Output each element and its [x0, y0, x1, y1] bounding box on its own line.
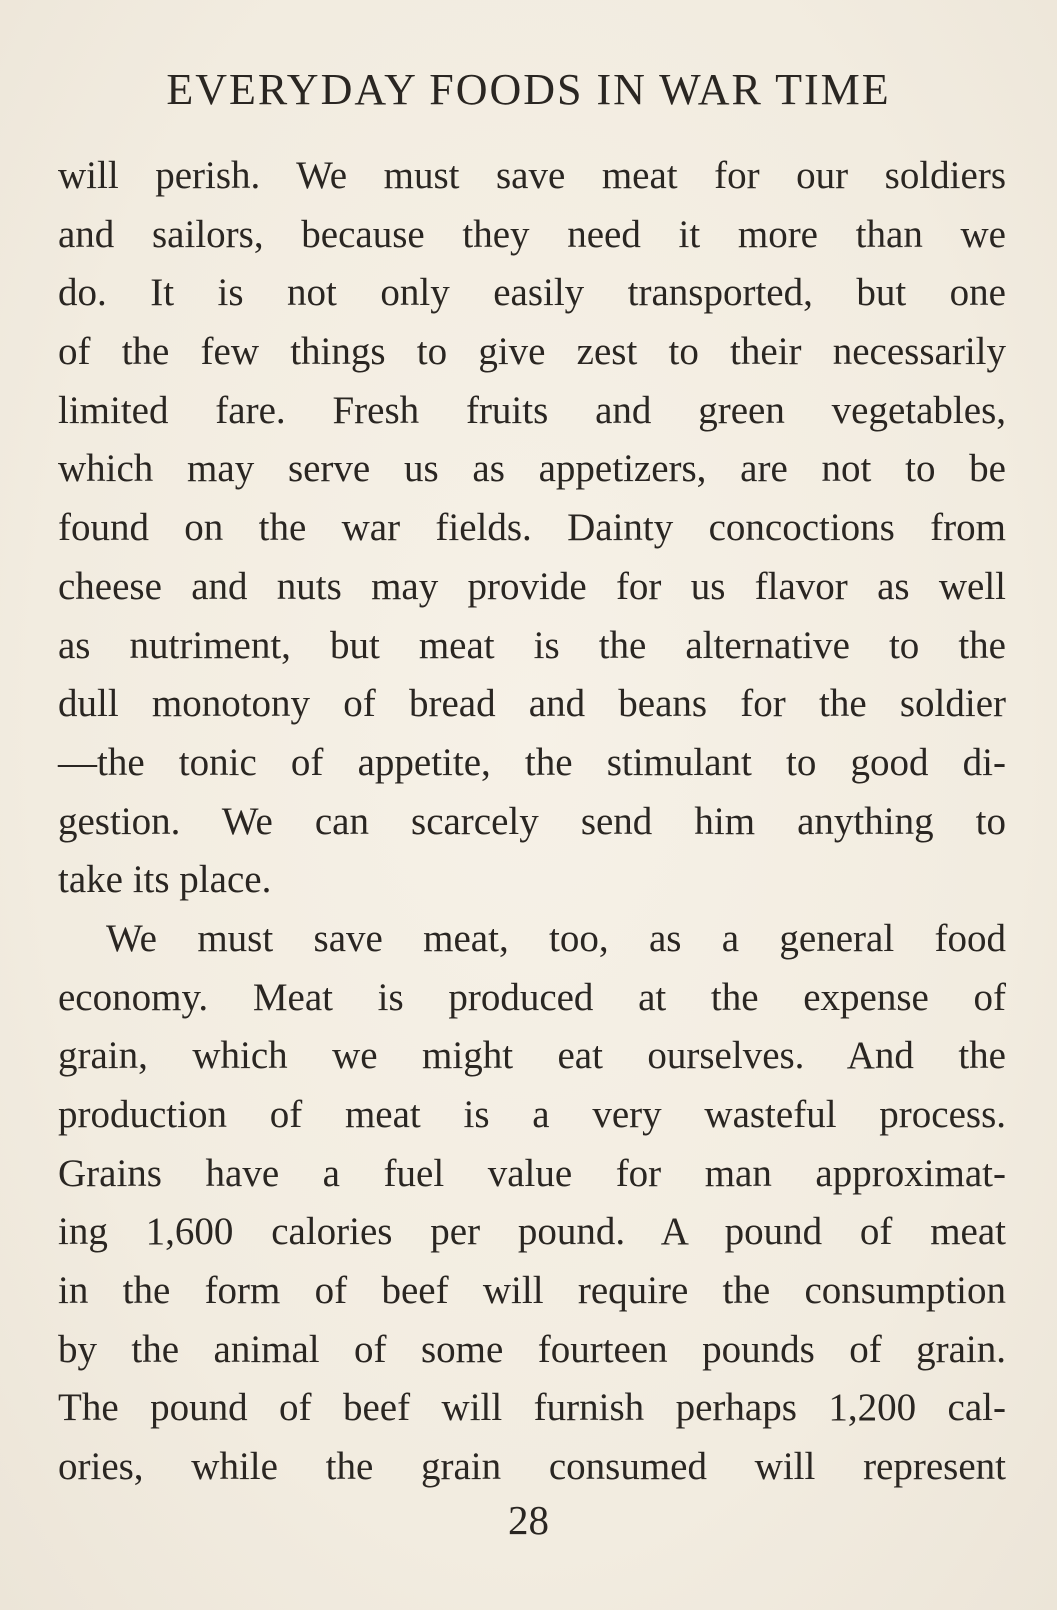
text-line: Grains have a fuel value for man approximat-: [58, 1151, 1006, 1195]
text-line: found on the war fields. Dainty concoctions from: [58, 506, 1006, 550]
text-line: and sailors, because they need it more than we: [58, 212, 1006, 256]
text-line: as nutriment, but meat is the alternative to the: [58, 623, 1006, 667]
text-line: limited fare. Fresh fruits and green vegetables,: [58, 388, 1006, 432]
text-line: ing 1,600 calories per pound. A pound of meat: [58, 1210, 1006, 1254]
page-number: 28: [508, 1497, 549, 1543]
paragraph-2: [58, 910, 1006, 1497]
text-line: gestion. We can scarcely send him anything to: [58, 799, 1006, 843]
text-line: grain, which we might eat ourselves. And the: [58, 1034, 1006, 1078]
text-line: which may serve us as appetizers, are not to be: [58, 447, 1006, 491]
text-line: in the form of beef will require the consumption: [58, 1269, 1006, 1313]
running-head: EVERYDAY FOODS IN WAR TIME: [166, 65, 891, 114]
text-line: We must save meat, too, as a general food: [106, 916, 1006, 960]
text-line: production of meat is a very wasteful process.: [58, 1093, 1006, 1136]
text-line: economy. Meat is produced at the expense of: [58, 975, 1006, 1019]
text-line: take its place.: [58, 858, 272, 902]
text-line: of the few things to give zest to their necessarily: [58, 330, 1006, 374]
paragraph-1: [58, 147, 1006, 910]
text-line: by the animal of some fourteen pounds of grain.: [58, 1327, 1006, 1371]
text-line: do. It is not only easily transported, but one: [58, 271, 1006, 315]
text-line: ories, while the grain consumed will represent: [58, 1445, 1006, 1489]
text-line: dull monotony of bread and beans for the soldier: [58, 682, 1006, 726]
text-line: The pound of beef will furnish perhaps 1,200 cal-: [58, 1386, 1006, 1430]
text-line: —the tonic of appetite, the stimulant to good di-: [58, 740, 1006, 784]
body-text: [58, 147, 1006, 1497]
text-line: will perish. We must save meat for our soldiers: [58, 154, 1006, 197]
text-line: cheese and nuts may provide for us flavor as well: [58, 564, 1006, 608]
